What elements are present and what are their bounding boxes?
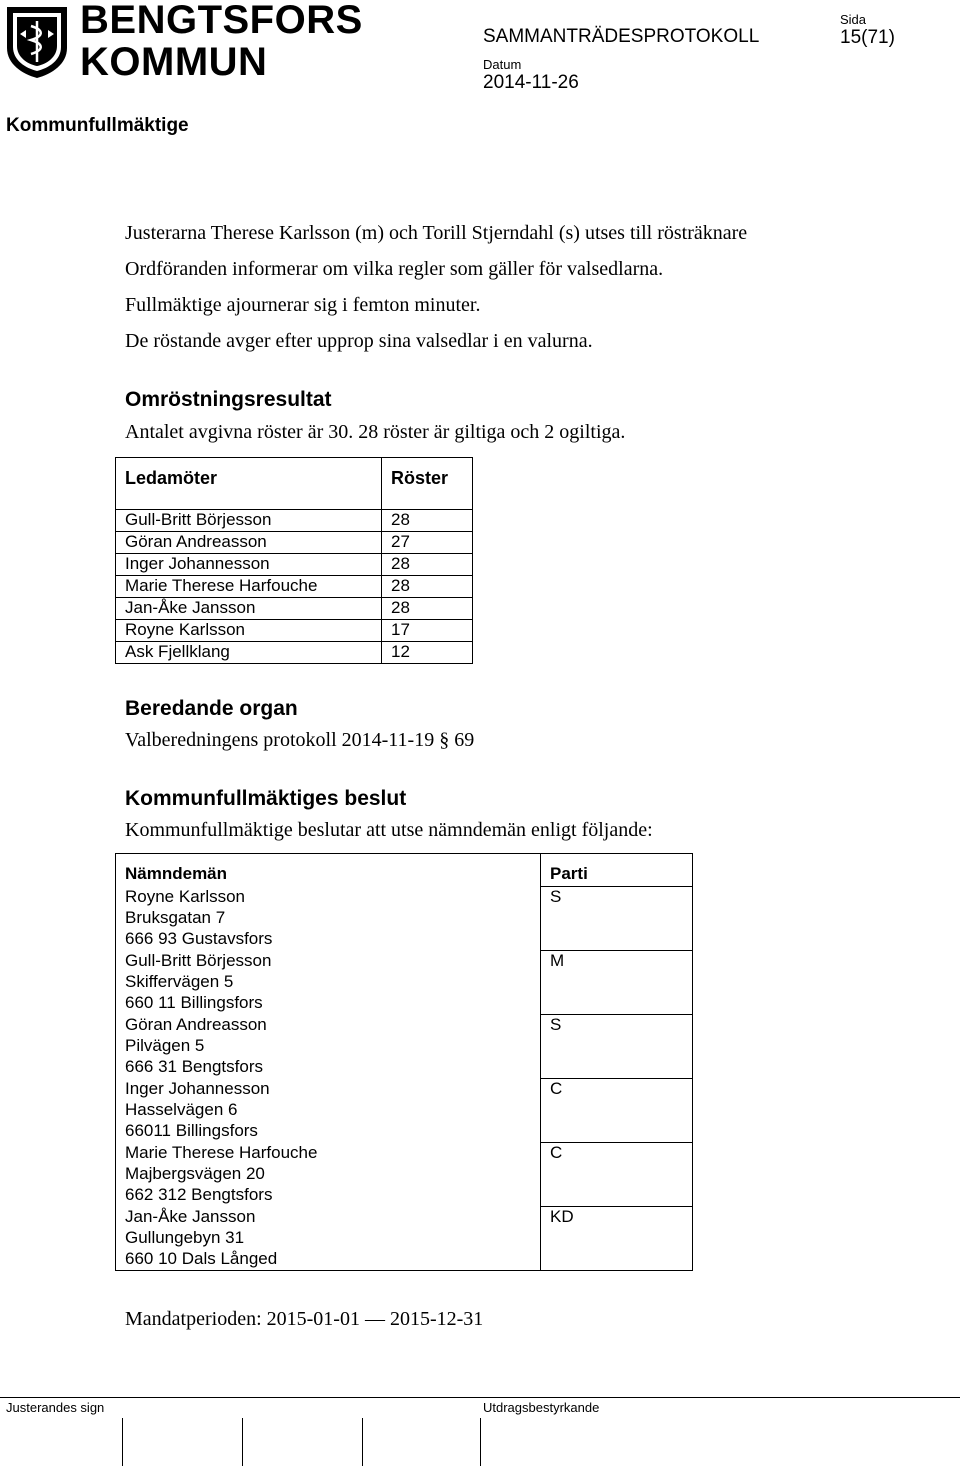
member-name: Ask Fjellklang [125,642,230,661]
member-street: Bruksgatan 7 [125,908,226,927]
column-header-lay-judges: Nämndemän [125,864,228,883]
date-value: 2014-11-26 [483,72,579,93]
member-postal: 666 93 Gustavsfors [125,929,273,948]
table-border [115,457,473,458]
member-name: Göran Andreasson [125,532,267,551]
table-border [115,553,473,554]
table-row [115,531,473,553]
member-postal: 66011 Billingsfors [125,1121,258,1140]
member-party: KD [550,1207,574,1226]
preparing-body-text: Valberedningens protokoll 2014-11-19 § 69 [125,729,475,751]
vote-count: 28 [391,554,410,573]
member-name: Marie Therese Harfouche [125,576,318,595]
organization-name-line2: KOMMUN [80,40,268,84]
table-border [115,457,116,664]
table-border [115,531,473,532]
column-header-votes: Röster [391,468,449,488]
member-postal: 660 11 Billingsfors [125,993,263,1012]
vote-count: 17 [391,620,410,639]
intro-paragraph: Justerarna Therese Karlsson (m) och Torill Stjerndahl (s) utses till rösträknare [125,222,748,244]
table-row [115,575,473,597]
body-name: Kommunfullmäktige [6,115,189,136]
vote-count: 28 [391,576,410,595]
table-border [115,619,473,620]
table-border [540,853,541,1271]
signature-box-divider [480,1418,481,1466]
member-party: C [550,1079,563,1098]
member-street: Hasselvägen 6 [125,1100,238,1119]
table-border [115,853,693,854]
table-row [115,553,473,575]
intro-paragraph: Fullmäktige ajournerar sig i femton minuter. [125,294,481,316]
table-header-row [115,864,693,886]
signature-box-divider [362,1418,363,1466]
member-street: Skiffervägen 5 [125,972,234,991]
table-border [540,886,693,887]
table-border [115,641,473,642]
member-postal: 662 312 Bengtsfors [125,1185,273,1204]
table-row [115,597,473,619]
page-number: 15(71) [840,27,895,48]
table-border [540,1142,693,1143]
vote-count: 28 [391,510,410,529]
table-border [540,950,693,951]
member-name: Jan-Åke Jansson [125,1207,256,1226]
vote-count: 27 [391,532,410,551]
member-name: Jan-Åke Jansson [125,598,256,617]
member-name: Inger Johannesson [125,1079,270,1098]
vote-count: 28 [391,598,410,617]
member-street: Majbergsvägen 20 [125,1164,265,1183]
page-label: Sida [840,12,867,27]
table-row [115,619,473,641]
member-party: C [550,1143,563,1162]
decision-text: Kommunfullmäktige beslutar att utse nämndemän enligt följande: [125,819,653,841]
mandate-period: Mandatperioden: 2015-01-01 — 2015-12-31 [125,1308,484,1330]
member-party: M [550,951,565,970]
table-border [381,457,382,664]
preparing-body-heading: Beredande organ [125,697,298,720]
column-header-party: Parti [550,864,588,883]
document-type: SAMMANTRÄDESPROTOKOLL [483,26,760,47]
member-name: Marie Therese Harfouche [125,1143,318,1162]
column-header-members: Ledamöter [125,468,218,488]
vote-result-summary: Antalet avgivna röster är 30. 28 röster är giltiga och 2 ogiltiga. [125,421,626,443]
member-name: Göran Andreasson [125,1015,267,1034]
intro-paragraph: Ordföranden informerar om vilka regler som gäller för valsedlarna. [125,258,664,280]
table-border [115,1270,693,1271]
table-border [540,1206,693,1207]
vote-count: 12 [391,642,410,661]
signature-box-divider [242,1418,243,1466]
member-name: Royne Karlsson [125,620,246,639]
vote-result-heading: Omröstningsresultat [125,388,332,411]
municipality-coat-of-arms-logo [4,4,70,80]
table-row [115,641,473,663]
member-postal: 666 31 Bengtsfors [125,1057,263,1076]
organization-name-line1: BENGTSFORS [80,0,363,42]
member-name: Inger Johannesson [125,554,270,573]
member-name: Royne Karlsson [125,887,246,906]
date-label: Datum [483,57,522,72]
table-border [115,509,473,510]
table-border [115,853,116,1271]
member-name: Gull-Britt Börjesson [125,951,272,970]
table-header-row [115,457,473,509]
intro-paragraph: De röstande avger efter upprop sina valsedlar i en valurna. [125,330,593,352]
member-postal: 660 10 Dals Långed [125,1249,278,1268]
table-border [692,853,693,1271]
member-street: Pilvägen 5 [125,1036,205,1055]
member-party: S [550,1015,562,1034]
table-border [115,663,473,664]
footer-top-border [0,1397,960,1398]
table-border [540,1014,693,1015]
table-border [472,457,473,664]
member-party: S [550,887,562,906]
extract-certification-label: Utdragsbestyrkande [483,1400,600,1415]
table-border [115,597,473,598]
table-border [540,1078,693,1079]
member-street: Gullungebyn 31 [125,1228,245,1247]
table-border [115,575,473,576]
decision-heading: Kommunfullmäktiges beslut [125,787,407,810]
signature-label: Justerandes sign [6,1400,105,1415]
member-name: Gull-Britt Börjesson [125,510,272,529]
table-row [115,509,473,531]
signature-box-divider [122,1418,123,1466]
